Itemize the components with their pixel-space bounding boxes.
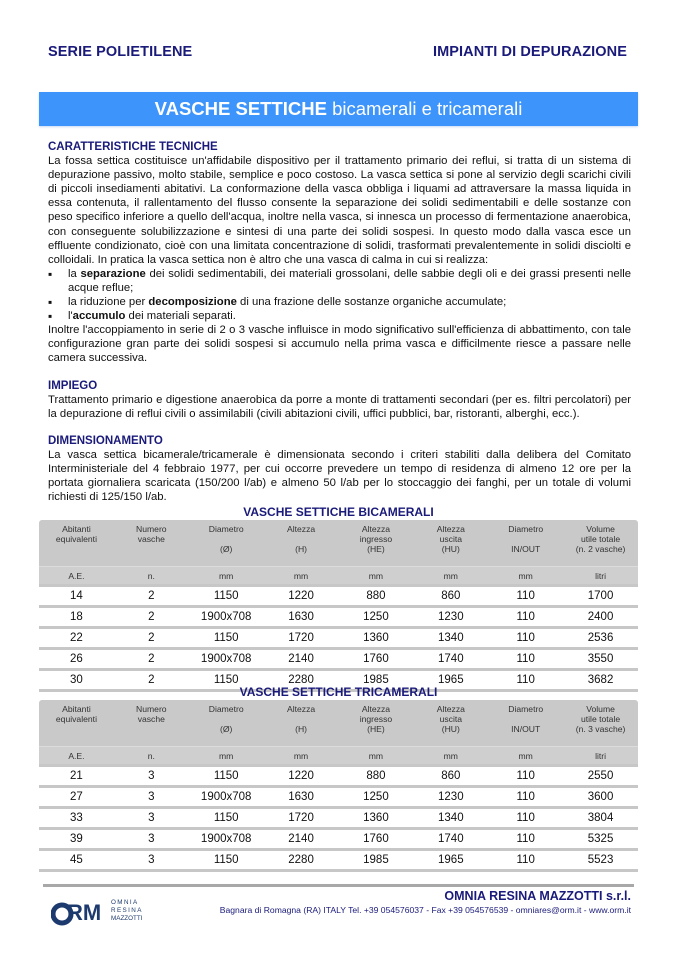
header-line xyxy=(115,544,188,554)
table-cell: 1965 xyxy=(413,670,488,691)
caratteristiche-bullets xyxy=(48,267,631,323)
table-cell: 1340 xyxy=(413,808,488,829)
table-cell: 110 xyxy=(488,649,563,670)
unit-header: n. xyxy=(114,747,189,766)
table-cell: 3 xyxy=(114,787,189,808)
table-cell: 1900x708 xyxy=(189,607,264,628)
table-cell: 1250 xyxy=(339,607,414,628)
table-cell: 3600 xyxy=(563,787,638,808)
column-header xyxy=(39,520,114,567)
bullet-text: dei materiali separati. xyxy=(125,310,236,323)
table-cell: 1985 xyxy=(339,850,414,871)
column-header xyxy=(264,520,339,567)
table-cell: 2 xyxy=(114,670,189,691)
unit-header: mm xyxy=(339,567,414,586)
header-line: Abitanti xyxy=(62,524,91,534)
header-line: vasche xyxy=(137,534,165,544)
header-line: Volume xyxy=(586,524,615,534)
logo-word: RESINA xyxy=(111,907,143,914)
header-line: Altezza xyxy=(436,704,465,714)
header-line: Diametro xyxy=(508,524,544,534)
header-line xyxy=(115,724,188,734)
table-row xyxy=(39,649,638,670)
specs-table xyxy=(39,700,638,872)
series-label: SERIE POLIETILENE xyxy=(48,44,193,60)
caratteristiche-outro: Inoltre l'accoppiamento in serie di 2 o 3 vasche influisce in modo significativo sull'efficienza di abbattimento, con tale configurazione gran parte dei solidi sospesi si accumulo nella prima vasca e difficilmente riesce a passare nelle camera successiva. xyxy=(48,324,631,365)
table-cell: 5523 xyxy=(563,850,638,871)
header-line xyxy=(489,714,562,724)
header-line: Abitanti xyxy=(62,704,91,714)
unit-header: mm xyxy=(264,567,339,586)
table-cell: 110 xyxy=(488,628,563,649)
table-cell: 110 xyxy=(488,829,563,850)
unit-header: litri xyxy=(563,567,638,586)
orm-logo-icon xyxy=(51,895,151,927)
table-row xyxy=(39,829,638,850)
header-line xyxy=(190,714,263,724)
header-line: uscita xyxy=(439,534,463,544)
table-cell: 1700 xyxy=(563,586,638,607)
table-cell: 1740 xyxy=(413,649,488,670)
table-cell: 110 xyxy=(488,850,563,871)
table-cell: 110 xyxy=(488,607,563,628)
table-cell: 860 xyxy=(413,766,488,787)
header-line: (H) xyxy=(295,544,308,554)
header-line: Altezza xyxy=(286,704,316,714)
table-cell: 110 xyxy=(488,670,563,691)
column-header xyxy=(264,700,339,747)
unit-header: A.E. xyxy=(39,567,114,586)
header-line: (HU) xyxy=(441,724,460,734)
table-cell: 45 xyxy=(39,850,114,871)
bullet-item xyxy=(48,295,631,309)
table-cell: 2 xyxy=(114,607,189,628)
header-line: Numero xyxy=(136,524,167,534)
table-cell: 22 xyxy=(39,628,114,649)
main-content xyxy=(48,140,631,504)
header-line: Altezza xyxy=(286,524,316,534)
column-header xyxy=(189,700,264,747)
header-line: (n. 2 vasche) xyxy=(575,544,626,554)
company-name: OMNIA RESINA MAZZOTTI s.r.l. xyxy=(444,889,631,903)
footer-divider xyxy=(43,884,634,887)
header-line: (Ø) xyxy=(219,724,233,734)
table-cell: 1360 xyxy=(339,628,414,649)
header-line xyxy=(265,714,338,724)
column-header xyxy=(413,520,488,567)
table-cell: 110 xyxy=(488,787,563,808)
table-row xyxy=(39,607,638,628)
table-cell: 1150 xyxy=(189,766,264,787)
table-cell: 1900x708 xyxy=(189,829,264,850)
table-cell: 14 xyxy=(39,586,114,607)
table-cell: 3550 xyxy=(563,649,638,670)
header-line: Altezza xyxy=(361,524,391,534)
section-title-impiego: IMPIEGO xyxy=(48,379,98,392)
unit-header: mm xyxy=(264,747,339,766)
column-header xyxy=(339,520,414,567)
caratteristiche-intro: La fossa settica costituisce un'affidabile dispositivo per il trattamento primario dei reflui, si tratta di un sistema di depurazione passivo, molto stabile, semplice e poco costoso. La vasca settica si pone al servizio degli scarichi civili di piccoli insediamenti abitativi. La conformazione della vasca obbliga i liquami ad attraversare la massa liquida in essa contenuta, il rallentamento del flusso consente la separazione dei solidi sedimentabili e delle sostanze con peso specifico inferiore a quello dell'acqua, inoltre nella vasca, si innesca un processo di fermentazione anaerobica, con conseguente solubilizzazione e sintesi di una parte dei solidi sospesi. In questo modo dalla vasca esce un effluente condizionato, cioè con una limitata concentrazione di solidi, trasformati prevalentemente in solidi disciolti e colloidali. In pratica la vasca settica non è altro che una vasca di calma in cui si realizza: xyxy=(48,155,631,266)
header-line: (HE) xyxy=(367,544,385,554)
column-header xyxy=(189,520,264,567)
table-cell: 2280 xyxy=(264,850,339,871)
table-cell: 2280 xyxy=(264,670,339,691)
table-cell: 1965 xyxy=(413,850,488,871)
table-row xyxy=(39,787,638,808)
header-line: Altezza xyxy=(361,704,391,714)
table-row xyxy=(39,586,638,607)
table-cell: 21 xyxy=(39,766,114,787)
table-cell: 110 xyxy=(488,586,563,607)
table-cell: 1760 xyxy=(339,649,414,670)
table-cell: 3682 xyxy=(563,670,638,691)
table-cell: 1250 xyxy=(339,787,414,808)
table-tricamerali xyxy=(39,685,638,872)
logo-word: OMNIA xyxy=(111,899,139,906)
table-row xyxy=(39,850,638,871)
header-line: (HU) xyxy=(441,544,460,554)
header-line: (H) xyxy=(295,724,308,734)
bullet-item xyxy=(48,309,631,323)
unit-header: mm xyxy=(339,747,414,766)
logo-word: MAZZOTTI xyxy=(111,915,143,922)
table-row xyxy=(39,766,638,787)
column-header xyxy=(114,700,189,747)
unit-header: mm xyxy=(413,747,488,766)
header-line: Volume xyxy=(586,704,615,714)
table-cell: 1150 xyxy=(189,586,264,607)
table-cell: 1720 xyxy=(264,628,339,649)
company-logo xyxy=(51,895,151,927)
table-cell: 1150 xyxy=(189,670,264,691)
header-line: ingresso xyxy=(359,714,393,724)
table-title: VASCHE SETTICHE TRICAMERALI xyxy=(239,685,438,699)
table-row xyxy=(39,628,638,649)
column-header xyxy=(488,700,563,747)
table-cell: 30 xyxy=(39,670,114,691)
header-line: Altezza xyxy=(436,524,465,534)
column-header xyxy=(563,700,638,747)
header-line: ingresso xyxy=(359,534,393,544)
table-cell: 1150 xyxy=(189,628,264,649)
column-header xyxy=(339,700,414,747)
specs-table xyxy=(39,520,638,692)
table-cell: 1900x708 xyxy=(189,649,264,670)
table-cell: 33 xyxy=(39,808,114,829)
banner-title-rest: bicamerali e tricamerali xyxy=(327,98,523,119)
table-bicamerali xyxy=(39,505,638,692)
header-line xyxy=(489,534,562,544)
section-title-dimensionamento: DIMENSIONAMENTO xyxy=(48,434,163,447)
table-cell: 1630 xyxy=(264,787,339,808)
bullet-bold: decomposizione xyxy=(148,296,237,309)
column-header xyxy=(39,700,114,747)
table-cell: 18 xyxy=(39,607,114,628)
header-line xyxy=(40,544,113,554)
title-banner xyxy=(39,92,638,126)
unit-header: mm xyxy=(488,567,563,586)
header-line: (Ø) xyxy=(219,544,233,554)
table-cell: 3804 xyxy=(563,808,638,829)
header-line xyxy=(40,724,113,734)
table-cell: 110 xyxy=(488,766,563,787)
header-line: IN/OUT xyxy=(511,544,541,554)
table-cell: 1985 xyxy=(339,670,414,691)
table-cell: 1230 xyxy=(413,787,488,808)
table-cell: 1360 xyxy=(339,808,414,829)
table-cell: 2 xyxy=(114,649,189,670)
table-cell: 1220 xyxy=(264,766,339,787)
bullet-text: la riduzione per xyxy=(68,296,149,309)
unit-header: n. xyxy=(114,567,189,586)
category-label: IMPIANTI DI DEPURAZIONE xyxy=(432,44,627,60)
bullet-item xyxy=(48,267,631,295)
unit-header: mm xyxy=(189,567,264,586)
table-cell: 1740 xyxy=(413,829,488,850)
bullet-text: dei solidi sedimentabili, dei materiali grossolani, delle sabbie degli oli e dei grassi presenti nelle acque reflue; xyxy=(68,267,631,294)
table-cell: 2550 xyxy=(563,766,638,787)
table-title: VASCHE SETTICHE BICAMERALI xyxy=(243,505,434,519)
table-cell: 1900x708 xyxy=(189,787,264,808)
table-cell: 1150 xyxy=(189,850,264,871)
unit-header: mm xyxy=(189,747,264,766)
bullet-bold: separazione xyxy=(80,267,146,280)
table-cell: 1220 xyxy=(264,586,339,607)
table-cell: 1760 xyxy=(339,829,414,850)
table-cell: 880 xyxy=(339,766,414,787)
section-title-caratteristiche: CARATTERISTICHE TECNICHE xyxy=(48,141,218,153)
table-cell: 2140 xyxy=(264,649,339,670)
table-cell: 1720 xyxy=(264,808,339,829)
header-line: utile totale xyxy=(580,714,621,724)
unit-header: litri xyxy=(563,747,638,766)
header-line xyxy=(265,534,338,544)
header-line: utile totale xyxy=(580,534,621,544)
header-line: (HE) xyxy=(367,724,385,734)
header-line: Numero xyxy=(136,704,167,714)
table-cell: 26 xyxy=(39,649,114,670)
header-line xyxy=(190,534,263,544)
table-cell: 3 xyxy=(114,850,189,871)
table-cell: 5325 xyxy=(563,829,638,850)
bullet-text: di una frazione delle sostanze organiche accumulate; xyxy=(236,296,507,309)
unit-header: mm xyxy=(413,567,488,586)
header-line: IN/OUT xyxy=(511,724,541,734)
bullet-text: l' xyxy=(68,310,73,323)
table-cell: 880 xyxy=(339,586,414,607)
page-header xyxy=(48,44,627,60)
table-cell: 2140 xyxy=(264,829,339,850)
table-cell: 1230 xyxy=(413,607,488,628)
table-cell: 1340 xyxy=(413,628,488,649)
table-cell: 860 xyxy=(413,586,488,607)
column-header xyxy=(413,700,488,747)
table-cell: 1150 xyxy=(189,808,264,829)
banner-title-bold: VASCHE SETTICHE xyxy=(154,98,327,119)
unit-header: A.E. xyxy=(39,747,114,766)
header-line: Diametro xyxy=(208,704,244,714)
unit-header: mm xyxy=(488,747,563,766)
header-line: Diametro xyxy=(508,704,544,714)
header-line: equivalenti xyxy=(55,534,97,544)
column-header xyxy=(563,520,638,567)
table-cell: 3 xyxy=(114,808,189,829)
header-line: vasche xyxy=(137,714,165,724)
header-line: equivalenti xyxy=(55,714,97,724)
table-cell: 110 xyxy=(488,808,563,829)
table-cell: 3 xyxy=(114,766,189,787)
table-cell: 2400 xyxy=(563,607,638,628)
column-header xyxy=(488,520,563,567)
dimensionamento-text: La vasca settica bicamerale/tricamerale è dimensionata secondo i criteri stabiliti dalla delibera del Comitato Interministeriale del 4 febbraio 1977, per cui occorre prevedere un tempo di residenza di almeno 12 ore per la portata giornaliera scaricata (150/200 l/ab) e almeno 50 l/ab per lo stoccaggio dei fanghi, per un totale di volumi richiesti di 125/150 l/ab. xyxy=(48,448,631,504)
table-cell: 2536 xyxy=(563,628,638,649)
impiego-text: Trattamento primario e digestione anaerobica da porre a monte di trattamenti secondari (per es. filtri percolatori) per la depurazione di reflui civili o assimilabili (civili abitazioni civili, uffici pubblici, bar, ristoranti, alberghi, ecc.). xyxy=(48,393,631,420)
table-cell: 3 xyxy=(114,829,189,850)
table-cell: 2 xyxy=(114,586,189,607)
bullet-bold: accumulo xyxy=(72,310,126,323)
table-cell: 27 xyxy=(39,787,114,808)
header-line: (n. 3 vasche) xyxy=(575,724,626,734)
column-header xyxy=(114,520,189,567)
header-line: uscita xyxy=(439,714,463,724)
bullet-text: la xyxy=(68,267,81,280)
logo-letters: RM xyxy=(67,900,102,925)
header-line: Diametro xyxy=(208,524,244,534)
table-cell: 1630 xyxy=(264,607,339,628)
company-address: Bagnara di Romagna (RA) ITALY Tel. +39 054576037 - Fax +39 054576539 - omniares@orm.it - www.orm.it xyxy=(219,905,631,915)
table-cell: 2 xyxy=(114,628,189,649)
table-cell: 39 xyxy=(39,829,114,850)
table-row xyxy=(39,808,638,829)
